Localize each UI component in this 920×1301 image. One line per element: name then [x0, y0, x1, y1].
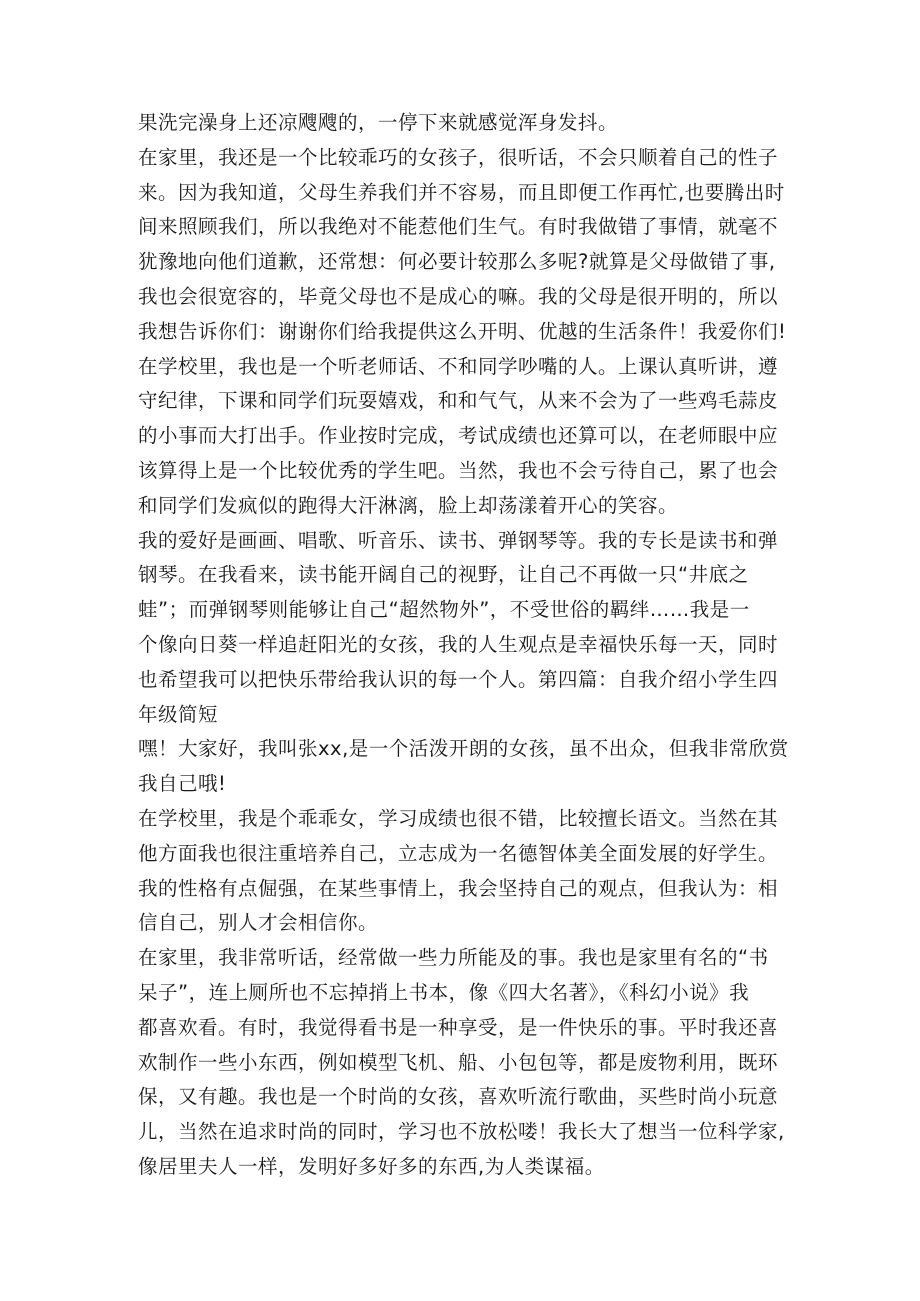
text-line: 间来照顾我们，所以我绝对不能惹他们生气。有时我做错了事情，就毫不 — [138, 215, 779, 239]
text-line: 守纪律，下课和同学们玩耍嬉戏，和和气气，从来不会为了一些鸡毛蒜皮 — [138, 389, 779, 413]
text-line: 儿，当然在追求时尚的同时，学习也不放松喽！我长大了想当一位科学家, — [138, 1120, 785, 1144]
text-line: 嘿！大家好，我叫张xx,是一个活泼开朗的女孩，虽不出众，但我非常欣赏 — [138, 737, 789, 761]
text-line: 我自己哦! — [138, 772, 227, 796]
text-line: 和同学们发疯似的跑得大汗淋漓，脸上却荡漾着开心的笑容。 — [138, 493, 679, 517]
text-line: 我的性格有点倔强，在某些事情上，我会坚持自己的观点，但我认为：相 — [138, 876, 779, 900]
text-line: 蛙”；而弹钢琴则能够让自己“超然物外”，不受世俗的羁绊……我是一 — [138, 598, 750, 622]
text-line: 我想告诉你们：谢谢你们给我提供这么开明、优越的生活条件！我爱你们! — [138, 319, 787, 343]
text-line: 个像向日葵一样追赶阳光的女孩，我的人生观点是幸福快乐每一天，同时 — [138, 632, 779, 656]
text-line: 他方面我也很注重培养自己，立志成为一名德智体美全面发展的好学生。 — [138, 841, 779, 865]
text-line: 在学校里，我也是一个听老师话、不和同学吵嘴的人。上课认真听讲，遵 — [138, 354, 779, 378]
text-line: 来。因为我知道，父母生养我们并不容易，而且即便工作再忙,也要腾出时 — [138, 180, 785, 204]
text-line: 果洗完澡身上还凉飕飕的，一停下来就感觉浑身发抖。 — [138, 111, 619, 134]
text-line: 也希望我可以把快乐带给我认识的每一个人。第四篇：自我介绍小学生四 — [138, 667, 779, 691]
text-line: 钢琴。在我看来，读书能开阔自己的视野，让自己不再做一只“井底之 — [138, 563, 749, 587]
text-line: 的小事而大打出手。作业按时完成，考试成绩也还算可以，在老师眼中应 — [138, 424, 779, 448]
text-line: 年级简短 — [138, 702, 219, 726]
text-line: 信自己，别人才会相信你。 — [138, 911, 379, 935]
text-line: 我的爱好是画画、唱歌、听音乐、读书、弹钢琴等。我的专长是读书和弹 — [138, 528, 779, 552]
text-line: 犹豫地向他们道歉，还常想：何必要计较那么多呢?就算是父母做错了事, — [138, 250, 776, 274]
text-line: 我也会很宽容的，毕竟父母也不是成心的嘛。我的父母是很开明的，所以 — [138, 284, 779, 308]
text-line: 在学校里，我是个乖乖女，学习成绩也很不错，比较擅长语文。当然在其 — [138, 806, 779, 830]
body-text — [138, 106, 788, 1185]
text-line: 都喜欢看。有时，我觉得看书是一种享受，是一件快乐的事。平时我还喜 — [138, 1015, 779, 1039]
text-line: 像居里夫人一样，发明好多好多的东西,为人类谋福。 — [138, 1154, 605, 1178]
text-line: 保，又有趣。我也是一个时尚的女孩，喜欢听流行歌曲，买些时尚小玩意 — [138, 1085, 779, 1109]
text-line: 在家里，我非常听话，经常做一些力所能及的事。我也是家里有名的“书 — [138, 946, 769, 970]
text-line: 在家里，我还是一个比较乖巧的女孩子，很听话，不会只顺着自己的性子 — [138, 145, 779, 169]
text-line: 该算得上是一个比较优秀的学生吧。当然，我也不会亏待自己，累了也会 — [138, 458, 779, 482]
text-line: 呆子”，连上厕所也不忘掉捎上书本，像《四大名著》，《科幻小说》我 — [138, 980, 750, 1004]
text-line: 欢制作一些小东西，例如模型飞机、船、小包包等，都是废物利用，既环 — [138, 1050, 779, 1074]
